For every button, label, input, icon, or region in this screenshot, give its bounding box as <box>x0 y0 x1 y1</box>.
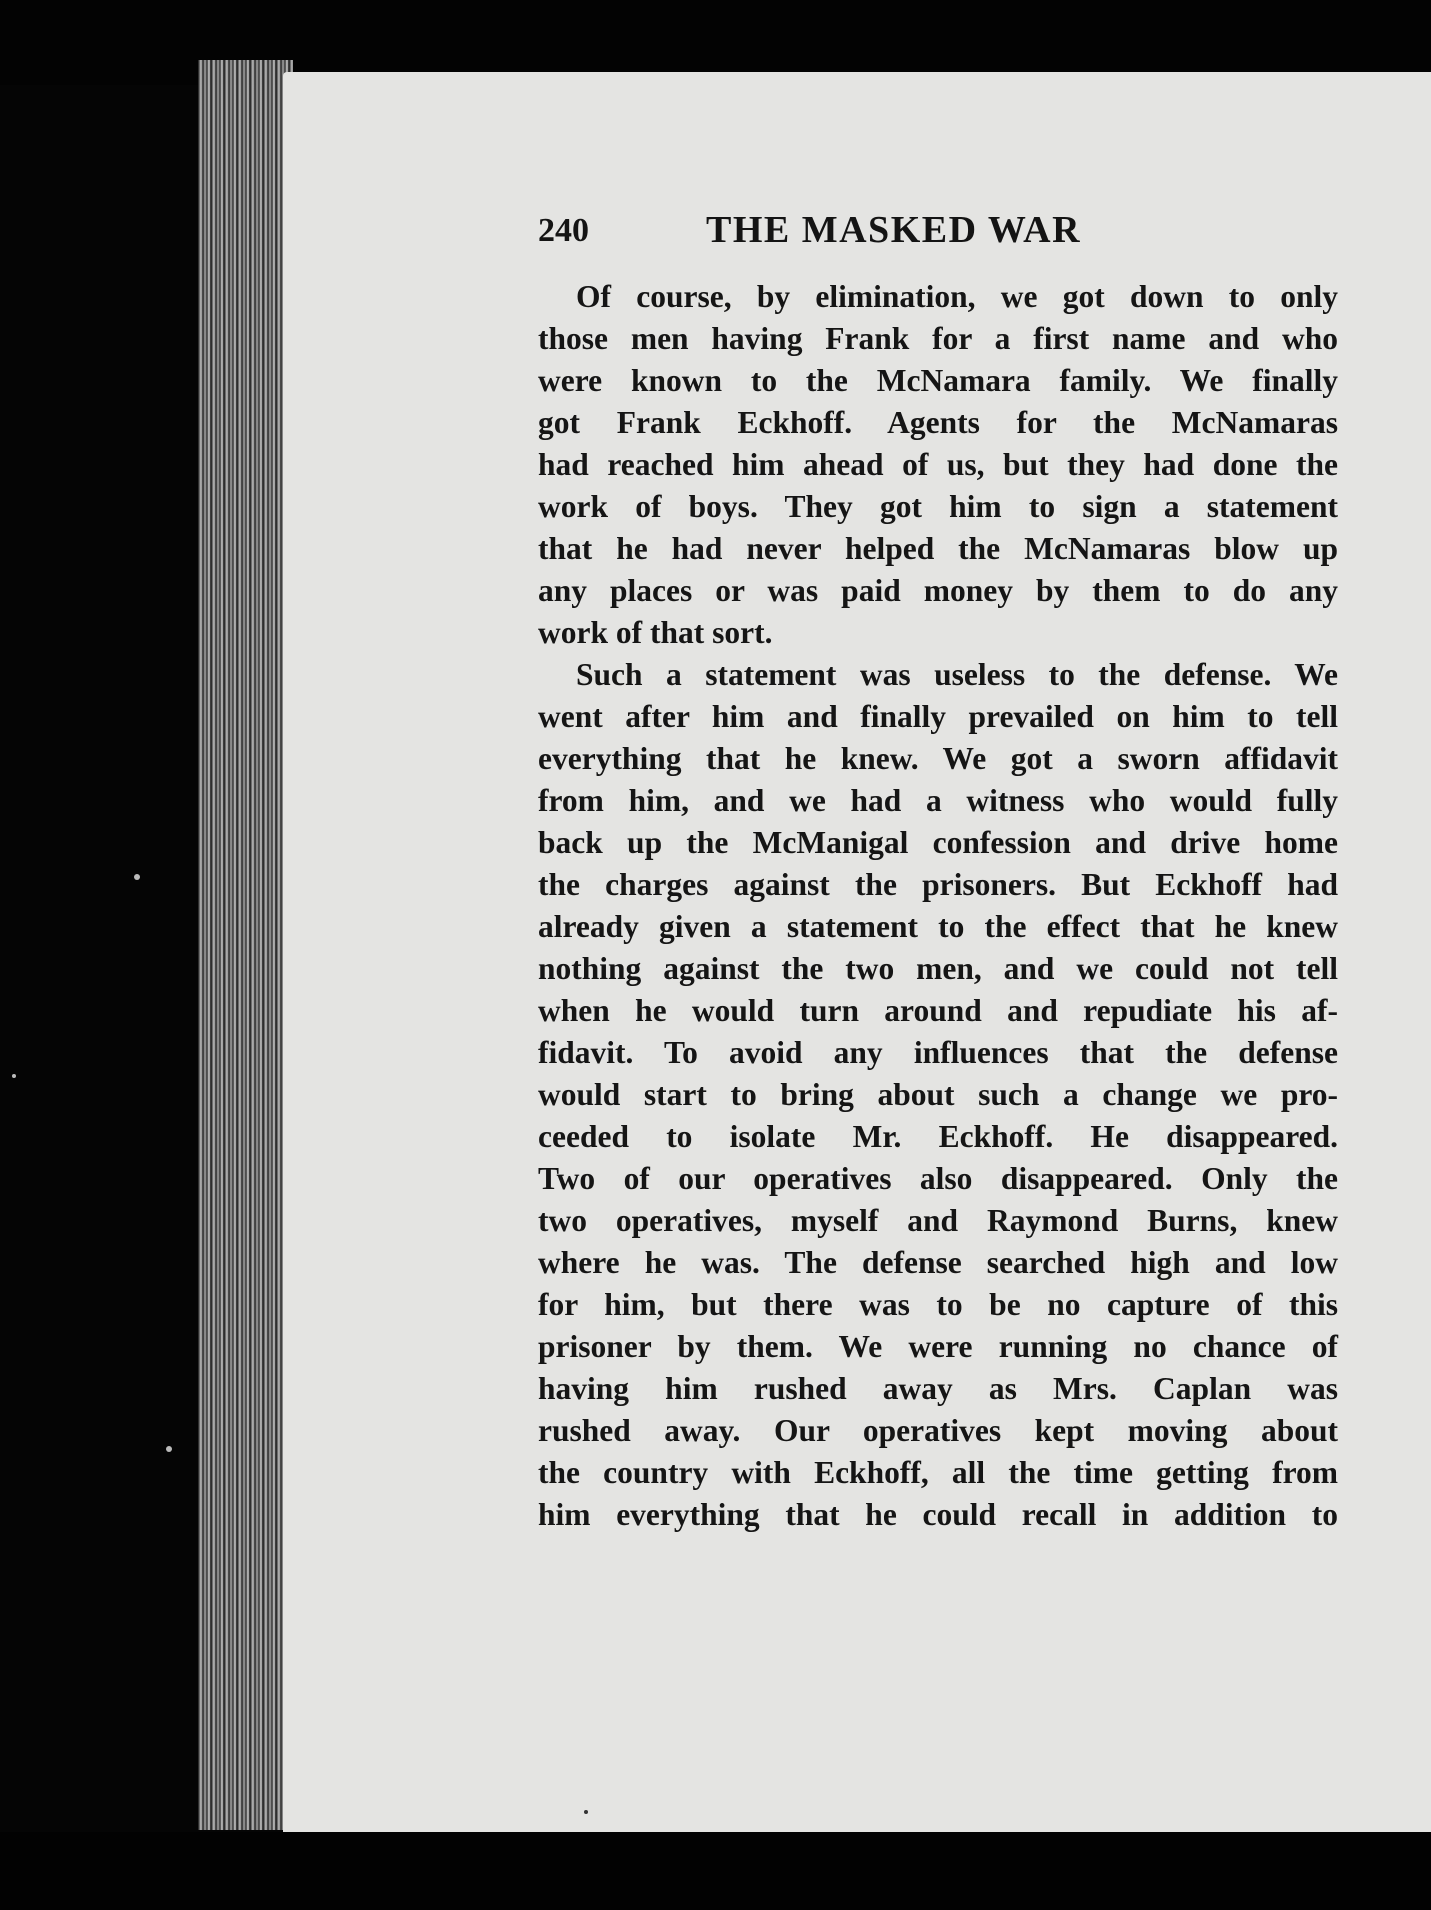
scan-speck <box>584 1810 588 1814</box>
text-line: had reached him ahead of us, but they had done the <box>538 447 1338 482</box>
text-line: everything that he knew. We got a sworn affidavit <box>538 741 1338 776</box>
text-line: rushed away. Our operatives kept moving about <box>538 1413 1338 1448</box>
text-line: fidavit. To avoid any influences that the defense <box>538 1035 1338 1070</box>
text-line: those men having Frank for a first name and who <box>538 321 1338 356</box>
text-line: having him rushed away as Mrs. Caplan was <box>538 1371 1338 1406</box>
text-line: nothing against the two men, and we could not tell <box>538 951 1338 986</box>
text-line: from him, and we had a witness who would fully <box>538 783 1338 818</box>
scan-speck <box>166 1446 172 1452</box>
text-line: Two of our operatives also disappeared. Only the <box>538 1161 1338 1196</box>
scan-bottom-border <box>0 1832 1431 1910</box>
text-line: went after him and finally prevailed on him to tell <box>538 699 1338 734</box>
page-number: 240 <box>538 212 589 249</box>
text-line: Such a statement was useless to the defense. We <box>576 657 1338 692</box>
text-line: would start to bring about such a change we pro- <box>538 1077 1338 1112</box>
text-line: work of boys. They got him to sign a statement <box>538 489 1338 524</box>
body-text <box>538 276 1338 1536</box>
running-head: THE MASKED WAR <box>706 209 1082 251</box>
text-line: work of that sort. <box>538 615 773 650</box>
text-line: him everything that he could recall in addition to <box>538 1497 1338 1532</box>
text-line: prisoner by them. We were running no chance of <box>538 1329 1338 1364</box>
paragraph-1 <box>538 276 1338 654</box>
scan-speck <box>134 874 140 880</box>
text-line: two operatives, myself and Raymond Burns, knew <box>538 1203 1338 1238</box>
text-line: already given a statement to the effect that he knew <box>538 909 1338 944</box>
text-line: the charges against the prisoners. But Eckhoff had <box>538 867 1338 902</box>
text-line: that he had never helped the McNamaras blow up <box>538 531 1338 566</box>
page-header <box>538 208 1338 258</box>
text-line: for him, but there was to be no capture of this <box>538 1287 1338 1322</box>
text-line: when he would turn around and repudiate his af- <box>538 993 1338 1028</box>
text-line: the country with Eckhoff, all the time getting from <box>538 1455 1338 1490</box>
text-line: got Frank Eckhoff. Agents for the McNamaras <box>538 405 1338 440</box>
text-line: ceeded to isolate Mr. Eckhoff. He disappeared. <box>538 1119 1338 1154</box>
paragraph-2 <box>538 654 1338 1536</box>
scan-speck <box>12 1074 16 1078</box>
text-line: Of course, by elimination, we got down to only <box>576 279 1338 314</box>
text-line: any places or was paid money by them to do any <box>538 573 1338 608</box>
text-line: where he was. The defense searched high and low <box>538 1245 1338 1280</box>
text-line: back up the McManigal confession and drive home <box>538 825 1338 860</box>
text-line: were known to the McNamara family. We finally <box>538 363 1338 398</box>
book-binding-edge <box>198 60 293 1830</box>
